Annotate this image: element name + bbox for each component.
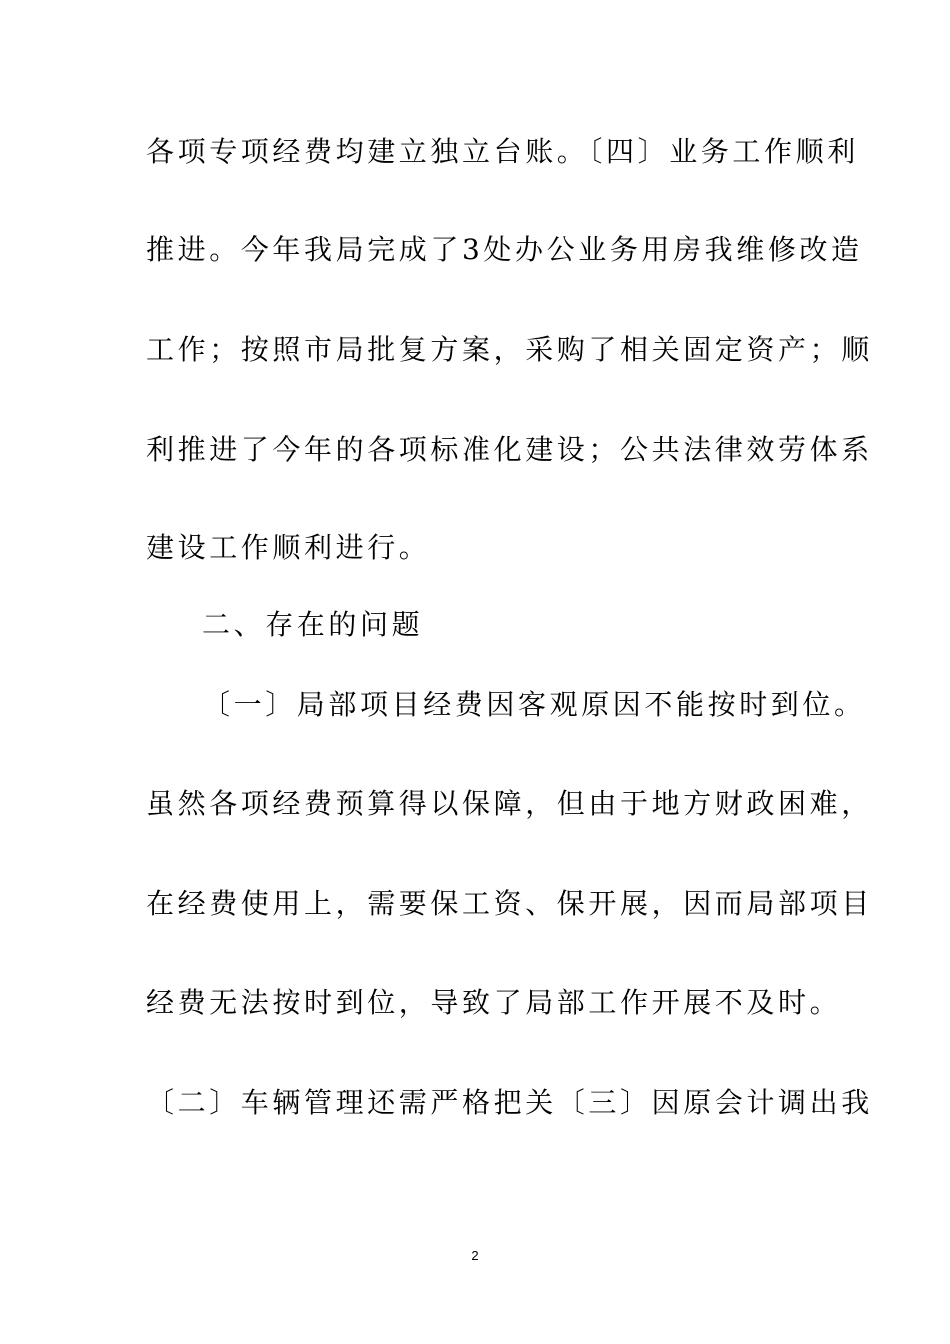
paragraph-line-3: 工作；按照市局批复方案，采购了相关固定资产；顺 <box>146 333 873 366</box>
paragraph-line-11: 〔二〕车辆管理还需严格把关〔三〕因原会计调出我 <box>146 1086 873 1119</box>
paragraph-line-8: 虽然各项经费预算得以保障，但由于地方财政困难， <box>146 787 873 820</box>
page-number: 2 <box>471 1248 479 1263</box>
paragraph-line-7: 〔一〕局部项目经费因客观原因不能按时到位。 <box>202 688 866 721</box>
paragraph-line-10: 经费无法按时到位，导致了局部工作开展不及时。 <box>146 986 842 1019</box>
paragraph-line-5: 建设工作顺利进行。 <box>146 531 431 564</box>
paragraph-line-4: 利推进了今年的各项标准化建设；公共法律效劳体系 <box>146 433 873 466</box>
paragraph-line-1: 各项专项经费均建立独立台账。〔四〕业务工作顺利 <box>146 135 859 168</box>
paragraph-line-2: 推进。今年我局完成了3处办公业务用房我维修改造 <box>146 233 863 266</box>
section-heading: 二、存在的问题 <box>202 608 424 641</box>
paragraph-line-9: 在经费使用上，需要保工资、保开展，因而局部项目 <box>146 887 873 920</box>
